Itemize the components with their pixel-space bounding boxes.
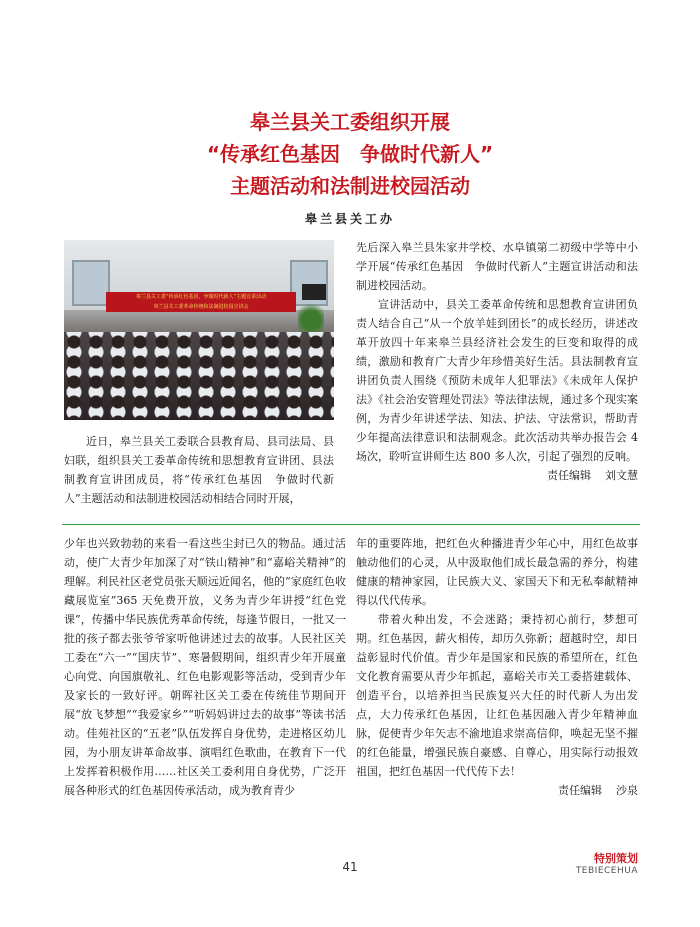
article2-left-column: [64, 534, 346, 800]
editor-name: 刘文慧: [605, 469, 638, 482]
article2-paragraph: 少年也兴致勃勃的来看一看这些尘封已久的物品。通过活动，使广大青少年加深了对“铁山精神”和“嘉峪关精神”的理解。利民社区老党员张天顺远近闻名，他的“家庭红色收藏展览室”365 天免费开放，义务为青少年讲授“红色党课”，传播中华民族优秀革命传统，每逢节假日，一批又一批的孩子都去张爷爷家听他讲述过去的故事。人民社区关工委在“六一”“国庆节”、寒暑假期间，组织青少年开展童心向党、向国旗敬礼、红色电影观影等活动，受到青少年及家长的一致好评。朝晖社区关工委在传统佳节期间开展“放飞梦想”“我爱家乡”“听妈妈讲过去的故事”等读书活动。佳苑社区的“五老”队伍发挥自身优势，走进格区幼儿园，为小朋友讲革命故事、演唱红色歌曲，在教育下一代上发挥着积极作用……社区关工委利用自身优势，广泛开展各种形式的红色基因传承活动，成为教育青少: [64, 537, 346, 797]
editor-label: 责任编辑: [547, 469, 591, 482]
section-tag: [576, 852, 638, 877]
section-tag-cn: 特别策划: [594, 852, 638, 865]
editor-label: 责任编辑: [558, 784, 602, 797]
event-photo: [64, 240, 334, 420]
photo-audience: [64, 332, 334, 420]
page-number: 41: [342, 860, 358, 874]
article1-paragraph: 宣讲活动中，县关工委革命传统和思想教育宣讲团负责人结合自己“从一个放羊娃到团长”的成长经历，讲述改革开放四十年来皋兰县经济社会发生的巨变和取得的成绩，激励和教育广大青少年珍惜美好生活。县法制教育宣讲团负责人围绕《预防未成年人犯罪法》《未成年人保护法》《社会治安管理处罚法》等法律法规，通过多个现实案例，为青少年讲述学法、知法、护法、守法常识，帮助青少年提高法律意识和法制观念。此次活动共举办报告会 4 场次，聆听宣讲师生达 800 多人次，引起了强烈的反响。: [356, 298, 638, 463]
article1-right-column: [356, 238, 638, 485]
photo-banner-line-1: 皋兰县关工委“传承红色基因，争做时代新人”主题宣讲活动: [135, 294, 267, 300]
article1-editor: [356, 466, 638, 485]
section-divider: [62, 524, 640, 525]
article2-editor: [356, 781, 638, 800]
title-line-3: 主题活动和法制进校园活动: [230, 174, 470, 198]
article1-left-column: [64, 432, 334, 508]
editor-name: 沙泉: [616, 784, 638, 797]
article1-paragraph: 先后深入皋兰县朱家井学校、水阜镇第二初级中学等中小学开展“传承红色基因 争做时代新人”主题宣讲活动和法制进校园活动。: [356, 241, 638, 292]
article2-right-column: [356, 534, 638, 800]
photo-tv: [302, 284, 326, 300]
title-line-1: 皋兰县关工委组织开展: [250, 110, 450, 134]
photo-banner: [106, 292, 296, 312]
byline: 皋兰县关工办: [304, 212, 395, 226]
photo-window: [72, 260, 110, 306]
article2-paragraph: 带着火种出发，不会迷路；秉持初心前行，梦想可期。红色基因，薪火相传，却历久弥新；超越时空，却日益彰显时代价值。青少年是国家和民族的希望所在，红色文化教育需要从青少年抓起，嘉峪关市关工委搭建载体、创造平台，以培养担当民族复兴大任的时代新人为出发点，大力传承红色基因，让红色基因融入青少年精神血脉，促使青少年矢志不渝地追求崇高信仰，唤起无坚不摧的红色能量，增强民族自豪感、自尊心，用实际行动报效祖国，把红色基因一代代传下去！: [356, 613, 638, 778]
article-title: [0, 106, 700, 202]
article1-paragraph: 近日，皋兰县关工委联合县教育局、县司法局、县妇联，组织县关工委革命传统和思想教育宣讲团、县法制教育宣讲团成员，将“传承红色基因 争做时代新人”主题活动和法制进校园活动相结合同时开展，: [64, 435, 334, 505]
article2-paragraph: 年的重要阵地，把红色火种播进青少年心中，用红色故事触动他们的心灵，从中汲取他们成长最急需的养分，构建健康的精神家园，让民族大义、家国天下和无私奉献精神得以代代传承。: [356, 537, 638, 607]
photo-banner-line-2: 皋兰县关工委革命传统和法制进校园宣讲会: [153, 304, 249, 310]
section-tag-en: TEBIECEHUA: [575, 866, 638, 876]
title-line-2: “传承红色基因 争做时代新人”: [206, 142, 494, 166]
